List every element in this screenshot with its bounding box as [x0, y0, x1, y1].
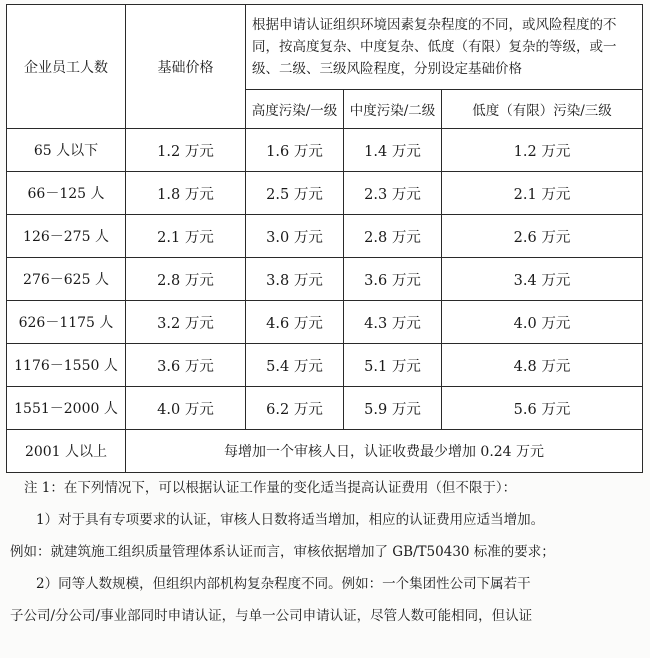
note-example-1: 例如：就建筑施工组织质量管理体系认证而言，审核依据增加了 GB/T50430 标准的要求；: [10, 544, 555, 560]
employees-cell: 1176－1550 人: [7, 344, 126, 387]
increment-rule-cell: 每增加一个审核人日，认证收费最少增加 0.24 万元: [126, 430, 643, 473]
low-level-cell: 4.8 万元: [442, 344, 643, 387]
high-level-cell: 3.0 万元: [246, 215, 344, 258]
low-level-cell: 5.6 万元: [442, 387, 643, 430]
table-header-row: [7, 5, 643, 90]
high-level-cell: 2.5 万元: [246, 172, 344, 215]
high-level-cell: 1.6 万元: [246, 129, 344, 172]
mid-level-cell: 1.4 万元: [344, 129, 442, 172]
employees-cell: 126－275 人: [7, 215, 126, 258]
low-level-cell: 2.6 万元: [442, 215, 643, 258]
note-item-2-continued: 子公司/分公司/事业部同时申请认证，与单一公司申请认证，尽管人数可能相同，但认证: [10, 608, 533, 624]
level-mid-header: 中度污染/二级: [344, 90, 442, 129]
note-1: 注 1：在下列情况下，可以根据认证工作量的变化适当提高认证费用（但不限于）：: [24, 480, 517, 496]
high-level-cell: 4.6 万元: [246, 301, 344, 344]
base-price-cell: 2.8 万元: [126, 258, 246, 301]
employees-cell: 66－125 人: [7, 172, 126, 215]
employees-cell: 626－1175 人: [7, 301, 126, 344]
notes-section: [6, 478, 642, 638]
mid-level-cell: 2.8 万元: [344, 215, 442, 258]
high-level-cell: 3.8 万元: [246, 258, 344, 301]
high-level-cell: 5.4 万元: [246, 344, 344, 387]
mid-level-cell: 2.3 万元: [344, 172, 442, 215]
certification-fee-table: [6, 4, 643, 473]
employees-cell: 276－625 人: [7, 258, 126, 301]
low-level-cell: 1.2 万元: [442, 129, 643, 172]
table-row: [7, 344, 643, 387]
note-item-2: 2）同等人数规模，但组织内部机构复杂程度不同。例如：一个集团性公司下属若干: [36, 576, 531, 592]
base-price-cell: 3.6 万元: [126, 344, 246, 387]
low-level-cell: 4.0 万元: [442, 301, 643, 344]
base-price-cell: 2.1 万元: [126, 215, 246, 258]
employees-header: 企业员工人数: [7, 5, 126, 129]
table-row-over-2000: [7, 430, 643, 473]
low-level-cell: 2.1 万元: [442, 172, 643, 215]
table-row: [7, 129, 643, 172]
table-row: [7, 258, 643, 301]
table-row: [7, 172, 643, 215]
mid-level-cell: 3.6 万元: [344, 258, 442, 301]
complexity-description-header: 根据申请认证组织环境因素复杂程度的不同，或风险程度的不同，按高度复杂、中度复杂、低度（有限）复杂的等级，或一级、二级、三级风险程度，分别设定基础价格: [246, 5, 643, 90]
table-row: [7, 387, 643, 430]
base-price-cell: 4.0 万元: [126, 387, 246, 430]
high-level-cell: 6.2 万元: [246, 387, 344, 430]
mid-level-cell: 5.9 万元: [344, 387, 442, 430]
employees-cell: 1551－2000 人: [7, 387, 126, 430]
table-row: [7, 301, 643, 344]
base-price-header: 基础价格: [126, 5, 246, 129]
mid-level-cell: 5.1 万元: [344, 344, 442, 387]
employees-cell: 2001 人以上: [7, 430, 126, 473]
level-low-header: 低度（有限）污染/三级: [442, 90, 643, 129]
note-item-1: 1）对于具有专项要求的认证，审核人日数将适当增加，相应的认证费用应适当增加。: [36, 512, 545, 528]
base-price-cell: 1.2 万元: [126, 129, 246, 172]
base-price-cell: 3.2 万元: [126, 301, 246, 344]
low-level-cell: 3.4 万元: [442, 258, 643, 301]
employees-cell: 65 人以下: [7, 129, 126, 172]
level-high-header: 高度污染/一级: [246, 90, 344, 129]
base-price-cell: 1.8 万元: [126, 172, 246, 215]
table-row: [7, 215, 643, 258]
mid-level-cell: 4.3 万元: [344, 301, 442, 344]
